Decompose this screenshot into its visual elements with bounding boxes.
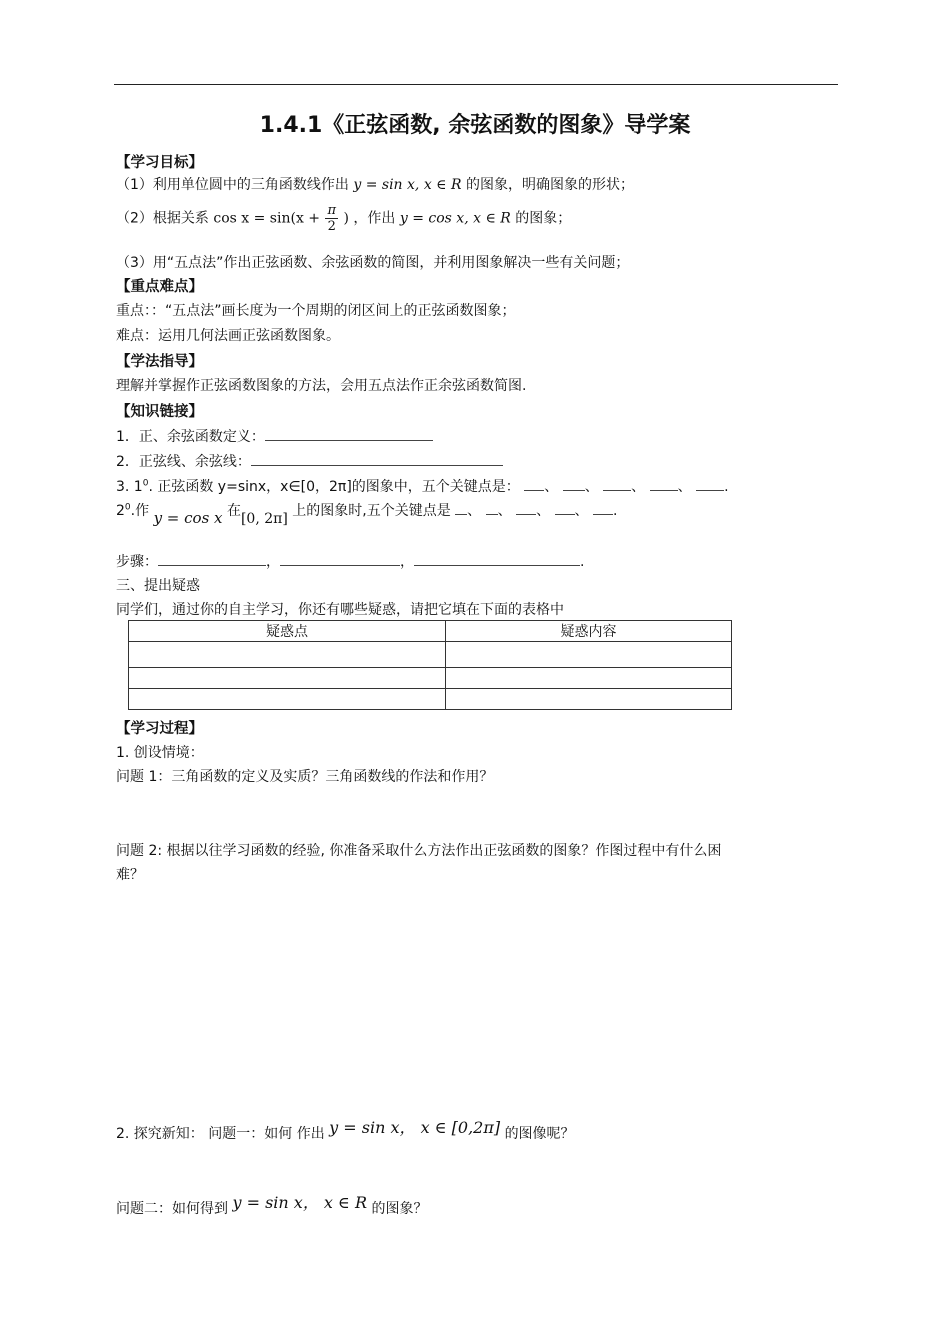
process-step-2-tail: 的图像呢？ (504, 1126, 575, 1142)
section-method-heading: 【学法指导】 (116, 354, 203, 370)
fraction-numerator: π (327, 203, 337, 218)
section-links-heading: 【知识链接】 (116, 404, 203, 420)
link-3-text: . 正弦函数 y=sinx，x∈[0，2π]的图象中，五个关键点是： (148, 479, 520, 495)
answer-blank[interactable] (563, 478, 585, 491)
answer-blank[interactable] (555, 502, 575, 515)
goal-2-tail: 的图象； (515, 210, 572, 227)
section-key-heading: 【重点难点】 (116, 279, 203, 295)
pi-over-2-fraction (325, 203, 338, 234)
steps-label: 步骤： (116, 554, 158, 570)
goal-2-math-b: ) (343, 210, 349, 227)
question-two (116, 1195, 427, 1218)
answer-blank[interactable] (455, 502, 467, 515)
table-cell[interactable] (129, 642, 446, 668)
question-1: 问题 1：三角函数的定义及实质？三角函数线的作法和作用？ (116, 769, 494, 785)
link-4-math: y = cos x (153, 509, 223, 527)
goal-2-math-a: cos x = sin(x + (213, 210, 321, 227)
table-cell[interactable] (446, 689, 732, 710)
answer-blank[interactable] (251, 453, 503, 466)
table-cell[interactable] (129, 689, 446, 710)
method-text: 理解并掌握作正弦函数图象的方法，会用五点法作正余弦函数简图. (116, 378, 527, 394)
goal-2-math-c: y = cos x, x ∈ R (399, 210, 511, 227)
steps-comma: ， (266, 554, 280, 570)
process-step-1: 1. 创设情境： (116, 745, 204, 761)
table-header-row (129, 621, 732, 642)
answer-blank[interactable] (516, 502, 536, 515)
goal-2-text: （2）根据关系 (116, 210, 209, 227)
link-4: $2^0$.作 y = cos x 在[0, 2π] 上的图象时,五个关键点是 、 、 、 、 . (116, 502, 618, 527)
goal-1-text: （1）利用单位圆中的三角函数线作出 (116, 177, 349, 193)
steps-line (116, 551, 584, 571)
link-4-in: 在 (226, 503, 241, 519)
answer-blank[interactable] (265, 428, 433, 441)
doubts-table (128, 620, 732, 710)
column-header: 疑惑点 (129, 621, 446, 642)
table-cell[interactable] (446, 642, 732, 668)
goal-2-mid: ，作出 (353, 210, 396, 227)
table-cell[interactable] (446, 668, 732, 689)
section-goals-heading: 【学习目标】 (116, 155, 203, 171)
process-step-2 (116, 1120, 575, 1143)
table-row (129, 642, 732, 668)
key-point: 重点：：“五点法”画长度为一个周期的闭区间上的正弦函数图象； (116, 303, 516, 319)
question-2-line-2: 难？ (116, 867, 144, 883)
table-cell[interactable] (129, 668, 446, 689)
link-3-superscript: 0 (142, 478, 149, 489)
question-2-line-1: 问题 2: 根据以往学习函数的经验, 你准备采取什么方法作出正弦函数的图象？作图过程中有什么困 (116, 843, 722, 859)
table-row (129, 689, 732, 710)
goal-2 (116, 203, 571, 234)
link-3-period: . (724, 479, 729, 495)
answer-blank[interactable] (486, 502, 498, 515)
section-process-heading: 【学习过程】 (116, 721, 203, 737)
answer-blank[interactable] (524, 478, 544, 491)
process-step-2-text: 2. 探究新知： 问题一：如何 作出 (116, 1126, 325, 1142)
link-1-label: 1．正、余弦函数定义： (116, 429, 265, 445)
link-2 (116, 451, 503, 471)
page-title: 1.4.1《正弦函数, 余弦函数的图象》导学案 (259, 113, 691, 138)
process-step-2-math: y = sin x， x ∈ [0,2π] (329, 1118, 501, 1137)
steps-comma: ， (400, 554, 414, 570)
link-4-period: . (612, 503, 618, 519)
doubts-heading: 三、提出疑惑 (116, 578, 200, 594)
steps-period: . (580, 554, 585, 570)
difficult-point: 难点：运用几何法画正弦函数图象。 (116, 328, 340, 344)
top-rule (114, 84, 838, 85)
link-4-tail: 上的图象时,五个关键点是 (292, 503, 451, 519)
answer-blank[interactable] (593, 502, 613, 515)
link-4-text: .作 (130, 503, 150, 519)
goal-3: （3）用“五点法”作出正弦函数、余弦函数的简图，并利用图象解决一些有关问题； (116, 255, 630, 271)
link-2-label: 2．正弦线、余弦线： (116, 454, 251, 470)
answer-blank[interactable] (158, 553, 266, 566)
question-two-math: y = sin x， x ∈ R (232, 1193, 367, 1212)
column-header: 疑惑内容 (446, 621, 732, 642)
goal-1-math: y = sin x, x ∈ R (353, 177, 462, 193)
goal-1-tail: 的图象，明确图象的形状； (465, 177, 634, 193)
doubts-intro: 同学们，通过你的自主学习，你还有哪些疑惑，请把它填在下面的表格中 (116, 602, 564, 618)
answer-blank[interactable] (650, 478, 678, 491)
link-4-interval: [0, 2π] (240, 511, 288, 527)
answer-blank[interactable] (414, 553, 580, 566)
answer-blank[interactable] (696, 478, 724, 491)
link-4-superscript: 0 (124, 502, 131, 513)
link-1 (116, 426, 433, 446)
goal-1 (116, 174, 634, 194)
question-two-text: 问题二：如何得到 (116, 1201, 228, 1217)
table-row (129, 668, 732, 689)
fraction-denominator: 2 (327, 219, 336, 234)
answer-blank[interactable] (280, 553, 400, 566)
answer-blank[interactable] (603, 478, 631, 491)
link-3: 3. $1^0$. 正弦函数 y=sinx，x∈[0，2π]的图象中，五个关键点是： 、 、 、 、 . (116, 478, 729, 495)
link-4-number: 2 (116, 503, 125, 519)
question-two-tail: 的图象？ (371, 1201, 428, 1217)
link-3-number: 3. 1 (116, 479, 143, 495)
